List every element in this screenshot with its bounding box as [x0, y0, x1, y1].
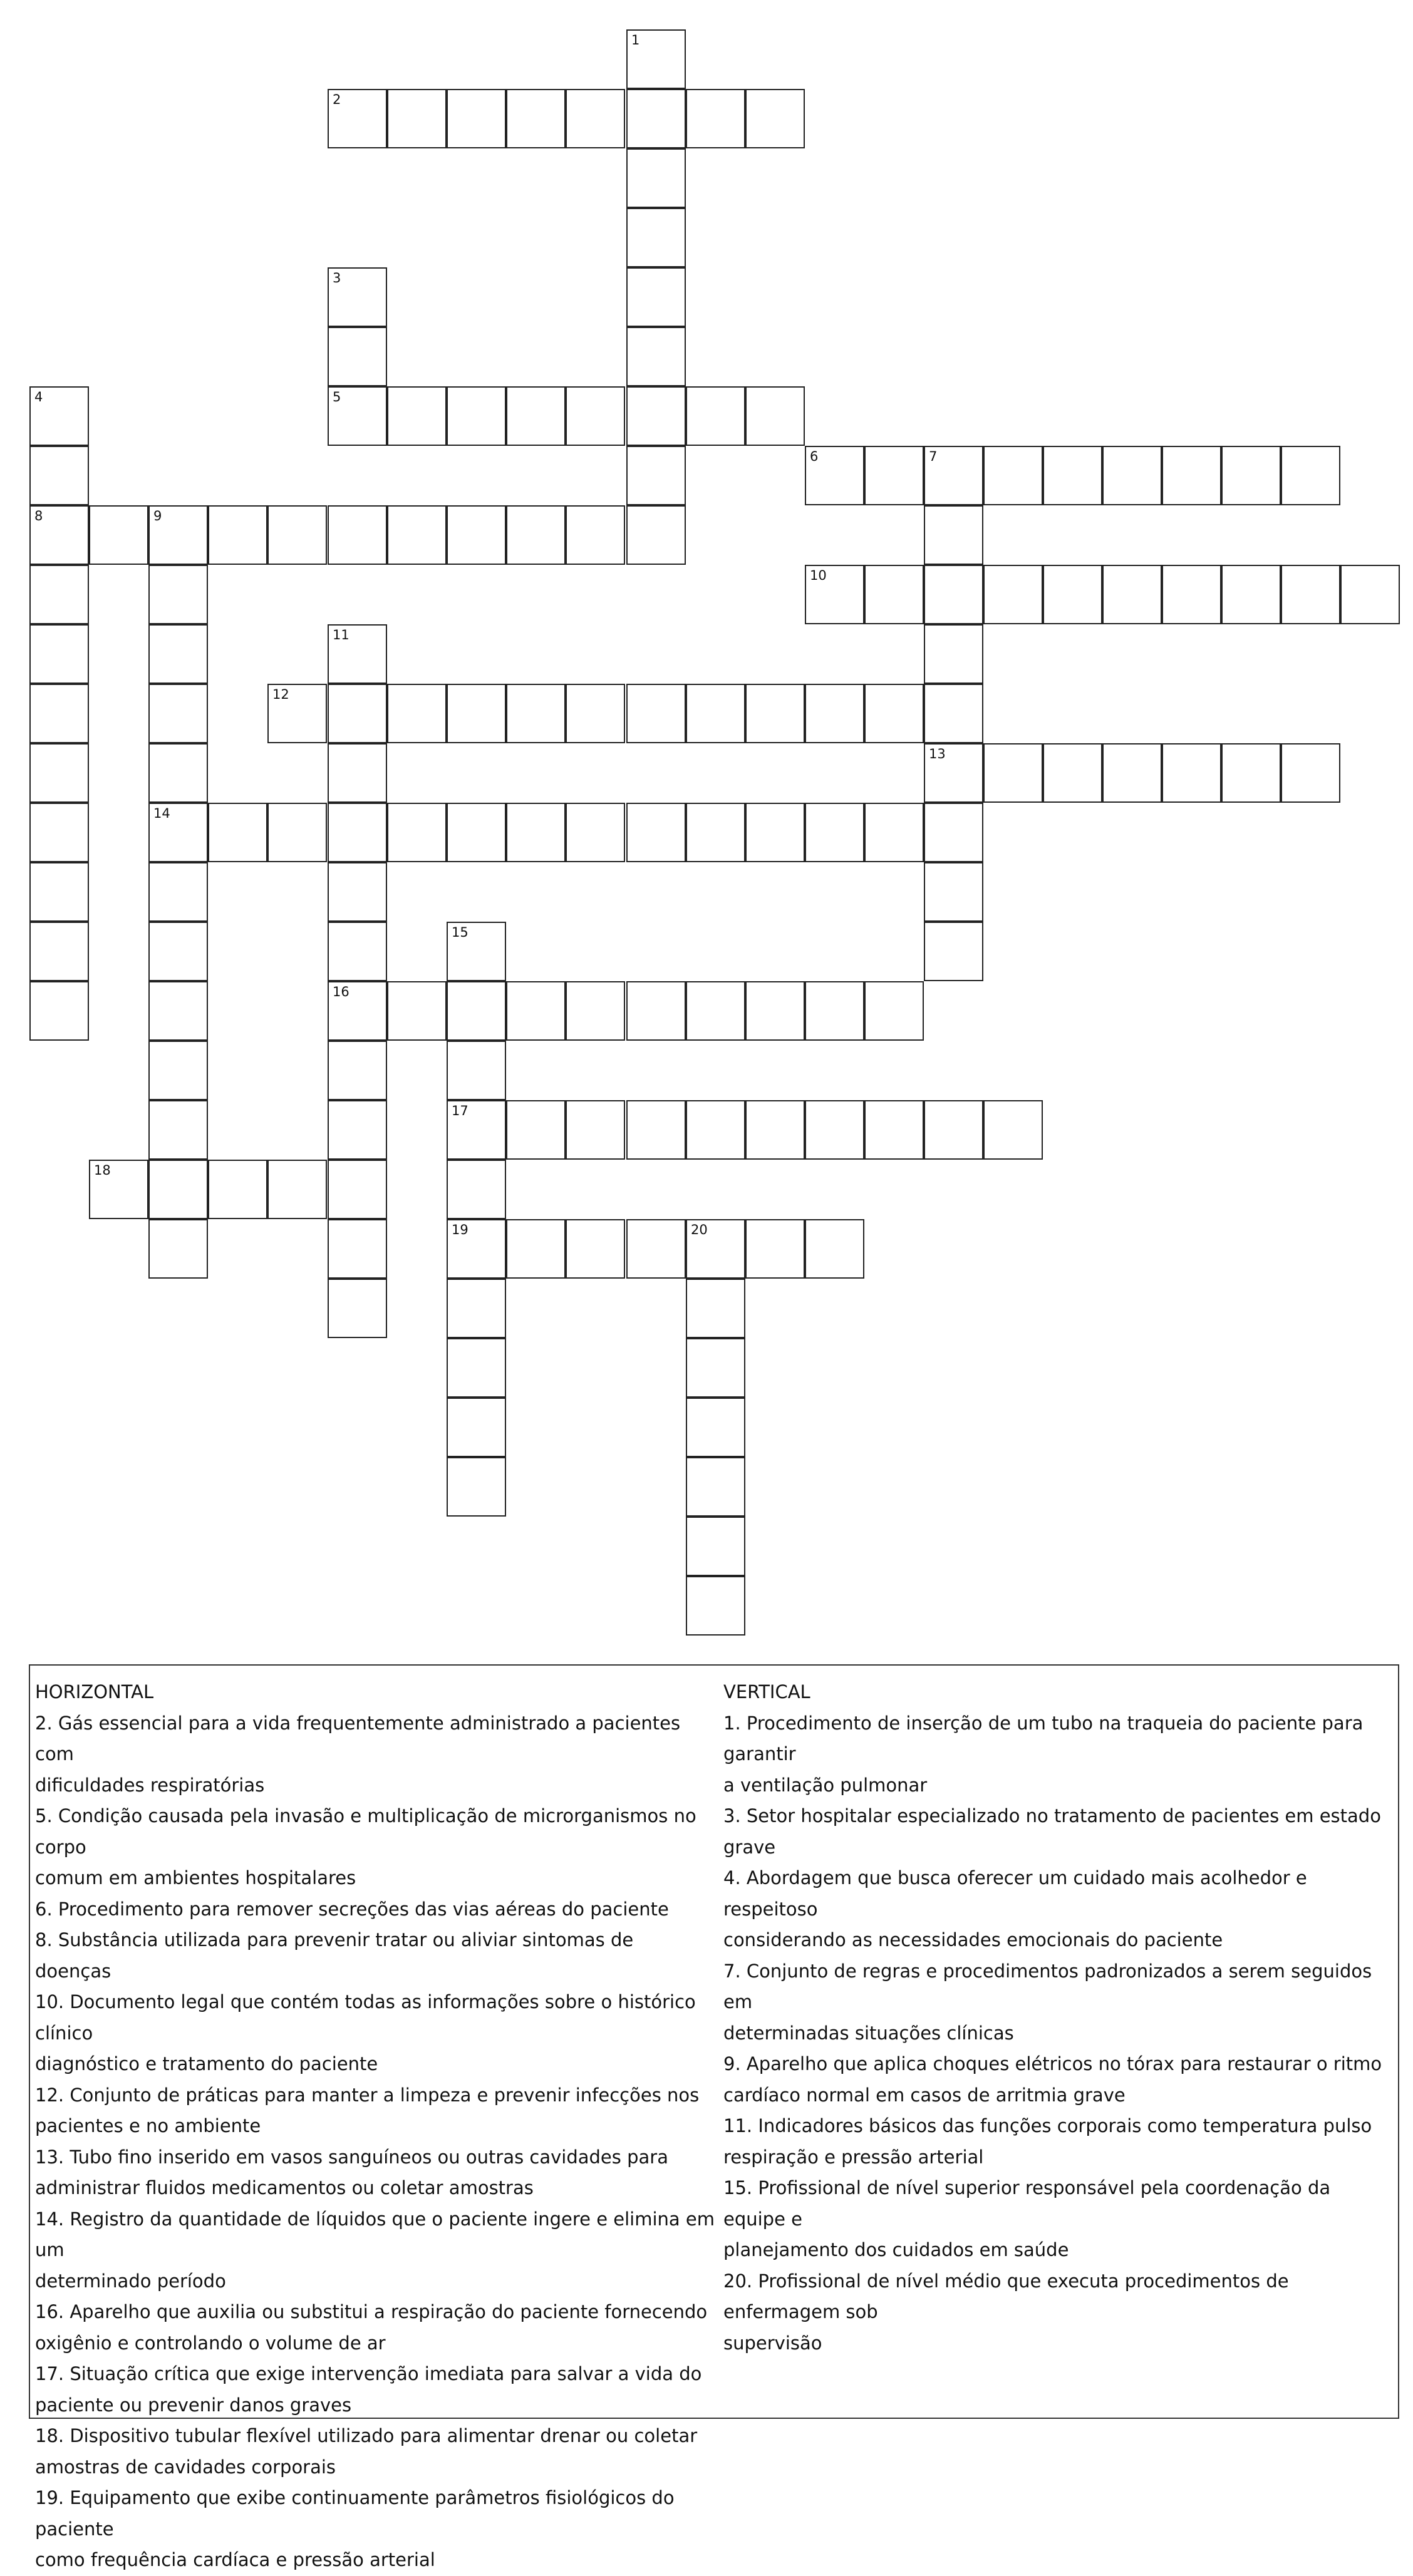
vertical-clue-line: 11. Indicadores básicos das funções corporais como temperatura pulso — [723, 2115, 1372, 2136]
vertical-clue-line: determinadas situações clínicas — [723, 2022, 1014, 2044]
grid-cell[interactable] — [924, 862, 983, 922]
grid-cell[interactable] — [805, 446, 864, 505]
horizontal-clue-line: oxigênio e controlando o volume de ar — [35, 2332, 386, 2354]
grid-cell[interactable] — [805, 684, 864, 743]
grid-cell[interactable] — [686, 1457, 745, 1517]
grid-cell[interactable] — [626, 267, 686, 327]
grid-cell[interactable] — [983, 446, 1043, 505]
grid-cell[interactable] — [864, 565, 924, 624]
grid-cell[interactable] — [745, 1219, 805, 1279]
clue-number: 19 — [452, 1222, 468, 1237]
grid-cell[interactable] — [148, 862, 208, 922]
grid-cell[interactable] — [148, 1041, 208, 1100]
horizontal-clue-line: 17. Situação crítica que exige intervenção imediata para salvar a vida do — [35, 2363, 702, 2384]
grid-cell[interactable] — [1043, 565, 1102, 624]
grid-cell[interactable] — [983, 1100, 1043, 1160]
grid-cell[interactable] — [447, 1279, 506, 1338]
grid-cell[interactable] — [745, 684, 805, 743]
grid-cell[interactable] — [626, 684, 686, 743]
grid-cell[interactable] — [566, 505, 625, 565]
grid-cell[interactable] — [447, 386, 506, 446]
clue-number: 12 — [272, 687, 289, 702]
clue-number: 7 — [929, 449, 938, 464]
grid-cell[interactable] — [805, 803, 864, 862]
grid-cell[interactable] — [1043, 446, 1102, 505]
grid-cell[interactable] — [89, 505, 148, 565]
grid-cell[interactable] — [328, 1041, 387, 1100]
grid-cell[interactable] — [148, 565, 208, 624]
horizontal-clue-line: dificuldades respiratórias — [35, 1774, 265, 1796]
grid-cell[interactable] — [745, 803, 805, 862]
grid-cell[interactable] — [1102, 446, 1162, 505]
grid-cell[interactable] — [328, 981, 387, 1041]
grid-cell[interactable] — [506, 1100, 566, 1160]
horizontal-clue-line: pacientes e no ambiente — [35, 2115, 261, 2136]
grid-cell[interactable] — [267, 1160, 327, 1219]
grid-cell[interactable] — [1102, 565, 1162, 624]
horizontal-clue-line: diagnóstico e tratamento do paciente — [35, 2053, 378, 2074]
clue-number: 9 — [153, 508, 162, 523]
grid-cell[interactable] — [328, 743, 387, 803]
horizontal-clue-line: 2. Gás essencial para a vida frequentemente administrado a pacientes com — [35, 1712, 681, 1765]
grid-cell[interactable] — [29, 446, 89, 505]
grid-cell[interactable] — [328, 505, 387, 565]
horizontal-clue-line: 16. Aparelho que auxilia ou substitui a respiração do paciente fornecendo — [35, 2301, 708, 2322]
grid-cell[interactable] — [805, 565, 864, 624]
horizontal-clue-line: 10. Documento legal que contém todas as informações sobre o histórico clínico — [35, 1991, 696, 2044]
grid-cell[interactable] — [745, 981, 805, 1041]
horizontal-clue-list — [35, 1708, 715, 2576]
clue-number: 10 — [810, 568, 827, 583]
grid-cell[interactable] — [148, 803, 208, 862]
grid-cell[interactable] — [566, 684, 625, 743]
clue-number: 13 — [929, 746, 946, 761]
grid-cell[interactable] — [626, 446, 686, 505]
grid-cell[interactable] — [328, 327, 387, 386]
clue-number: 11 — [333, 627, 349, 642]
vertical-clue-line: 3. Setor hospitalar especializado no tratamento de pacientes em estado grave — [723, 1805, 1381, 1858]
grid-cell[interactable] — [686, 803, 745, 862]
clue-number: 20 — [691, 1222, 708, 1237]
grid-cell[interactable] — [506, 803, 566, 862]
horizontal-heading: HORIZONTAL — [35, 1681, 154, 1703]
grid-cell[interactable] — [686, 89, 745, 148]
grid-cell[interactable] — [506, 981, 566, 1041]
clue-box — [29, 1664, 1399, 2570]
grid-cell[interactable] — [29, 981, 89, 1041]
grid-cell[interactable] — [1281, 743, 1340, 803]
grid-cell[interactable] — [1340, 565, 1400, 624]
vertical-clue-line: respiração e pressão arterial — [723, 2146, 984, 2168]
clue-number: 5 — [333, 389, 341, 404]
grid-cell[interactable] — [328, 1219, 387, 1279]
clue-number: 16 — [333, 984, 349, 999]
grid-cell[interactable] — [29, 505, 89, 565]
grid-cell[interactable] — [148, 743, 208, 803]
grid-cell[interactable] — [387, 981, 447, 1041]
grid-cell[interactable] — [924, 505, 983, 565]
grid-cell[interactable] — [328, 922, 387, 981]
grid-cell[interactable] — [805, 1100, 864, 1160]
vertical-clue-line: 9. Aparelho que aplica choques elétricos no tórax para restaurar o ritmo — [723, 2053, 1382, 2074]
grid-cell[interactable] — [328, 624, 387, 684]
clue-number: 1 — [631, 33, 640, 48]
grid-cell[interactable] — [626, 1219, 686, 1279]
grid-cell[interactable] — [267, 505, 327, 565]
vertical-clue-line: 4. Abordagem que busca oferecer um cuidado mais acolhedor e respeitoso — [723, 1867, 1307, 1920]
grid-cell[interactable] — [387, 684, 447, 743]
grid-cell[interactable] — [626, 148, 686, 208]
clue-number: 8 — [34, 508, 43, 523]
horizontal-clue-line: administrar fluidos medicamentos ou coletar amostras — [35, 2177, 534, 2198]
grid-cell[interactable] — [447, 981, 506, 1041]
horizontal-clue-line: paciente ou prevenir danos graves — [35, 2394, 352, 2416]
grid-cell[interactable] — [447, 1398, 506, 1457]
grid-cell[interactable] — [387, 505, 447, 565]
grid-cell[interactable] — [924, 565, 983, 624]
grid-cell[interactable] — [686, 1517, 745, 1576]
grid-cell[interactable] — [566, 1100, 625, 1160]
horizontal-clue-line: 19. Equipamento que exibe continuamente parâmetros fisiológicos do paciente — [35, 2487, 675, 2540]
grid-cell[interactable] — [148, 684, 208, 743]
grid-cell[interactable] — [328, 89, 387, 148]
grid-cell[interactable] — [267, 803, 327, 862]
grid-cell[interactable] — [864, 803, 924, 862]
vertical-clue-list — [723, 1708, 1394, 2359]
grid-cell[interactable] — [924, 624, 983, 684]
grid-cell[interactable] — [506, 386, 566, 446]
grid-cell[interactable] — [506, 1219, 566, 1279]
horizontal-clue-line: 8. Substância utilizada para prevenir tratar ou aliviar sintomas de doenças — [35, 1929, 634, 1982]
grid-cell[interactable] — [506, 505, 566, 565]
grid-cell[interactable] — [208, 1160, 267, 1219]
grid-cell[interactable] — [387, 89, 447, 148]
grid-cell[interactable] — [924, 743, 983, 803]
grid-cell[interactable] — [328, 862, 387, 922]
grid-cell[interactable] — [626, 29, 686, 89]
grid-cell[interactable] — [267, 684, 327, 743]
grid-cell[interactable] — [924, 803, 983, 862]
horizontal-clue-line: 6. Procedimento para remover secreções das vias aéreas do paciente — [35, 1898, 669, 1920]
clue-number: 3 — [333, 270, 341, 286]
grid-cell[interactable] — [1221, 565, 1281, 624]
clue-number: 14 — [153, 806, 170, 821]
vertical-clue-line: 7. Conjunto de regras e procedimentos padronizados a serem seguidos em — [723, 1960, 1372, 2012]
grid-cell[interactable] — [447, 1100, 506, 1160]
grid-cell[interactable] — [686, 1338, 745, 1398]
grid-cell[interactable] — [1162, 446, 1221, 505]
grid-cell[interactable] — [983, 565, 1043, 624]
grid-cell[interactable] — [626, 505, 686, 565]
grid-cell[interactable] — [566, 803, 625, 862]
grid-cell[interactable] — [328, 803, 387, 862]
grid-cell[interactable] — [447, 1041, 506, 1100]
grid-cell[interactable] — [29, 922, 89, 981]
grid-cell[interactable] — [566, 89, 625, 148]
grid-cell[interactable] — [148, 505, 208, 565]
grid-cell[interactable] — [745, 89, 805, 148]
grid-cell[interactable] — [626, 803, 686, 862]
vertical-clue-line: a ventilação pulmonar — [723, 1774, 928, 1796]
horizontal-clue-line: 12. Conjunto de práticas para manter a limpeza e prevenir infecções nos — [35, 2084, 700, 2106]
grid-cell[interactable] — [447, 89, 506, 148]
clue-number: 6 — [810, 449, 819, 464]
grid-cell[interactable] — [29, 803, 89, 862]
grid-cell[interactable] — [566, 1219, 625, 1279]
grid-cell[interactable] — [745, 386, 805, 446]
grid-cell[interactable] — [686, 1219, 745, 1279]
vertical-clue-line: 1. Procedimento de inserção de um tubo na traqueia do paciente para garantir — [723, 1712, 1364, 1765]
grid-cell[interactable] — [29, 684, 89, 743]
grid-cell[interactable] — [1102, 743, 1162, 803]
grid-cell[interactable] — [328, 386, 387, 446]
grid-cell[interactable] — [686, 386, 745, 446]
grid-cell[interactable] — [924, 684, 983, 743]
grid-cell[interactable] — [686, 981, 745, 1041]
grid-cell[interactable] — [447, 505, 506, 565]
grid-cell[interactable] — [626, 386, 686, 446]
grid-cell[interactable] — [864, 684, 924, 743]
grid-cell[interactable] — [566, 981, 625, 1041]
clue-number: 4 — [34, 389, 43, 404]
clue-number: 15 — [452, 925, 468, 940]
grid-cell[interactable] — [686, 684, 745, 743]
grid-cell[interactable] — [148, 922, 208, 981]
grid-cell[interactable] — [447, 684, 506, 743]
grid-cell[interactable] — [29, 386, 89, 446]
vertical-heading: VERTICAL — [723, 1681, 810, 1703]
grid-cell[interactable] — [805, 1219, 864, 1279]
grid-cell[interactable] — [447, 803, 506, 862]
grid-cell[interactable] — [29, 624, 89, 684]
horizontal-clue-line: 13. Tubo fino inserido em vasos sanguíneos ou outras cavidades para — [35, 2146, 668, 2168]
vertical-clue-line: considerando as necessidades emocionais do paciente — [723, 1929, 1223, 1950]
grid-cell[interactable] — [864, 446, 924, 505]
horizontal-clue-line: amostras de cavidades corporais — [35, 2456, 336, 2478]
grid-cell[interactable] — [686, 1398, 745, 1457]
grid-cell[interactable] — [566, 386, 625, 446]
grid-cell[interactable] — [1162, 743, 1221, 803]
horizontal-clue-line: comum em ambientes hospitalares — [35, 1867, 356, 1888]
grid-cell[interactable] — [29, 743, 89, 803]
grid-cell[interactable] — [924, 446, 983, 505]
grid-cell[interactable] — [1221, 743, 1281, 803]
grid-cell[interactable] — [447, 1219, 506, 1279]
grid-cell[interactable] — [686, 1100, 745, 1160]
grid-cell[interactable] — [328, 267, 387, 327]
clue-number: 2 — [333, 92, 341, 107]
grid-cell[interactable] — [447, 1160, 506, 1219]
grid-cell[interactable] — [626, 208, 686, 267]
grid-cell[interactable] — [387, 386, 447, 446]
vertical-clue-line: 15. Profissional de nível superior responsável pela coordenação da equipe e — [723, 2177, 1331, 2230]
horizontal-clue-line: 5. Condição causada pela invasão e multiplicação de microrganismos no corpo — [35, 1805, 696, 1858]
clue-number: 18 — [94, 1163, 111, 1178]
grid-cell[interactable] — [1162, 565, 1221, 624]
grid-cell[interactable] — [626, 1100, 686, 1160]
grid-cell[interactable] — [208, 803, 267, 862]
grid-cell[interactable] — [626, 981, 686, 1041]
grid-cell[interactable] — [626, 89, 686, 148]
grid-cell[interactable] — [686, 1576, 745, 1636]
grid-cell[interactable] — [328, 1100, 387, 1160]
grid-cell[interactable] — [864, 981, 924, 1041]
grid-cell[interactable] — [447, 1338, 506, 1398]
vertical-clue-line: supervisão — [723, 2332, 822, 2354]
vertical-clue-line: planejamento dos cuidados em saúde — [723, 2239, 1069, 2260]
horizontal-clue-line: 18. Dispositivo tubular flexível utilizado para alimentar drenar ou coletar — [35, 2425, 698, 2446]
grid-cell[interactable] — [328, 684, 387, 743]
horizontal-clue-line: como frequência cardíaca e pressão arterial — [35, 2549, 435, 2570]
grid-cell[interactable] — [328, 1160, 387, 1219]
grid-cell[interactable] — [1043, 743, 1102, 803]
grid-cell[interactable] — [328, 1279, 387, 1338]
grid-cell[interactable] — [745, 1100, 805, 1160]
grid-cell[interactable] — [1281, 565, 1340, 624]
grid-cell[interactable] — [626, 327, 686, 386]
horizontal-clue-line: 14. Registro da quantidade de líquidos que o paciente ingere e elimina em um — [35, 2208, 715, 2260]
vertical-clue-line: 20. Profissional de nível médio que executa procedimentos de enfermagem sob — [723, 2270, 1289, 2322]
grid-cell[interactable] — [506, 89, 566, 148]
grid-cell[interactable] — [208, 505, 267, 565]
grid-cell[interactable] — [983, 743, 1043, 803]
clue-number: 17 — [452, 1103, 468, 1118]
grid-cell[interactable] — [148, 981, 208, 1041]
horizontal-clue-line: determinado período — [35, 2270, 226, 2292]
grid-cell[interactable] — [686, 1279, 745, 1338]
grid-cell[interactable] — [148, 624, 208, 684]
grid-cell[interactable] — [1281, 446, 1340, 505]
horizontal-clues — [35, 1677, 715, 2576]
grid-cell[interactable] — [447, 1457, 506, 1517]
grid-cell[interactable] — [924, 1100, 983, 1160]
grid-cell[interactable] — [29, 862, 89, 922]
grid-cell[interactable] — [29, 565, 89, 624]
grid-cell[interactable] — [148, 1219, 208, 1279]
vertical-clue-line: cardíaco normal em casos de arritmia grave — [723, 2084, 1126, 2106]
grid-cell[interactable] — [924, 922, 983, 981]
grid-cell[interactable] — [1221, 446, 1281, 505]
grid-cell[interactable] — [148, 1160, 208, 1219]
grid-cell[interactable] — [148, 1100, 208, 1160]
grid-cell[interactable] — [89, 1160, 148, 1219]
grid-cell[interactable] — [506, 684, 566, 743]
grid-cell[interactable] — [805, 981, 864, 1041]
grid-cell[interactable] — [447, 922, 506, 981]
grid-cell[interactable] — [864, 1100, 924, 1160]
grid-cell[interactable] — [387, 803, 447, 862]
vertical-clues — [723, 1677, 1394, 2359]
